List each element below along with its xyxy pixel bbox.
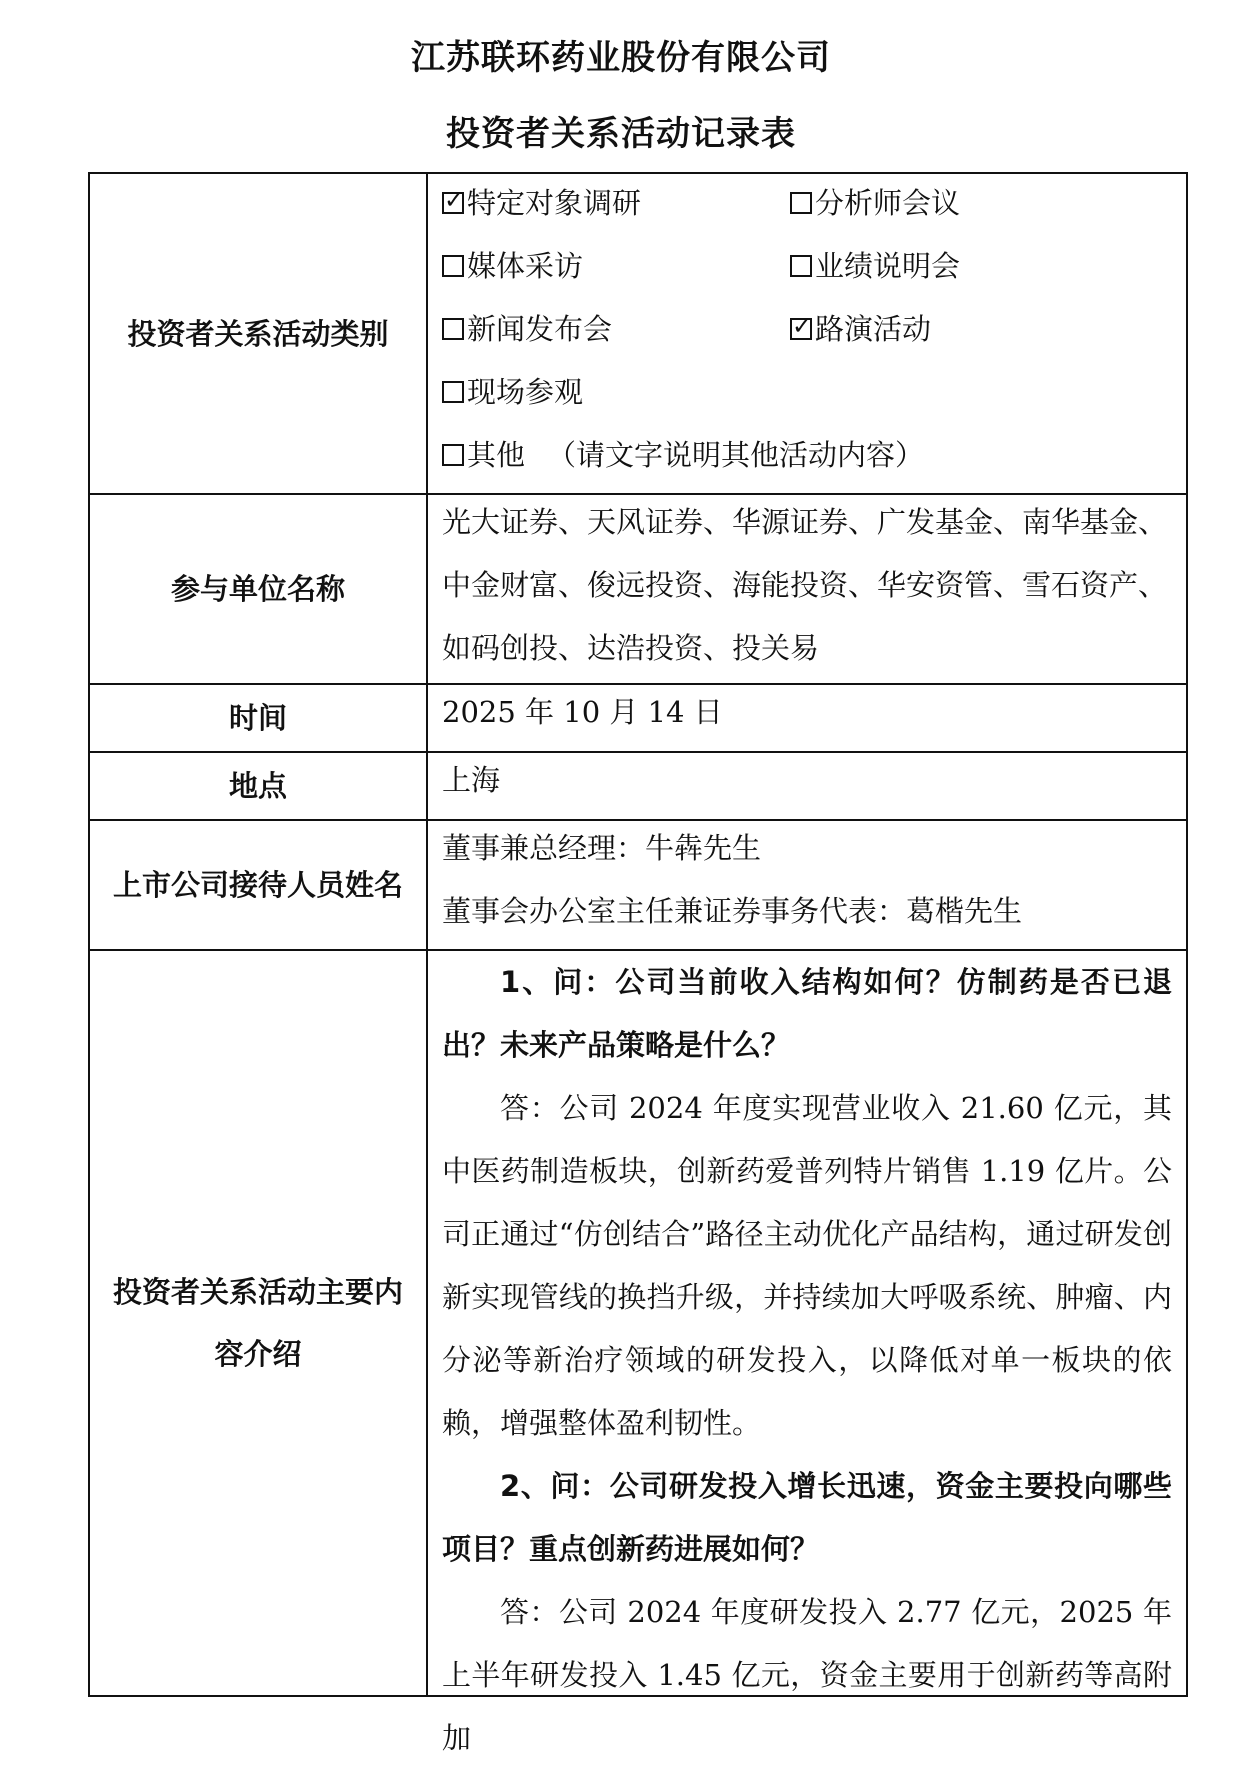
option-label: 路演活动: [815, 312, 932, 346]
location-value: [427, 752, 1187, 820]
record-table: [88, 172, 1188, 1755]
checkbox-icon[interactable]: [442, 381, 464, 403]
option-label: 现场参观: [467, 375, 584, 409]
activity-type-label: 投资者关系活动类别: [89, 173, 427, 494]
option-press-conference[interactable]: [442, 298, 790, 361]
option-roadshow[interactable]: [790, 298, 1172, 361]
location-label: 地点: [89, 752, 427, 820]
option-analyst-meeting[interactable]: [790, 172, 1172, 235]
reception-line: 董事兼总经理：牛犇先生: [442, 831, 762, 865]
table-row-main-content: [89, 950, 1187, 1696]
participants-label: 参与单位名称: [89, 494, 427, 684]
time-label: 时间: [89, 684, 427, 752]
reception-label: 上市公司接待人员姓名: [89, 820, 427, 950]
option-earnings-briefing[interactable]: [790, 235, 1172, 298]
checkbox-checked-icon[interactable]: ✓: [792, 312, 813, 340]
option-label: 业绩说明会: [815, 249, 961, 283]
main-content-value: [427, 950, 1187, 1755]
question-1: 1、问：公司当前收入结构如何？仿制药是否已退出？未来产品策略是什么？: [442, 965, 1172, 1062]
participants-line: 如码创投、达浩投资、投关易: [442, 631, 820, 665]
option-other-note: （请文字说明其他活动内容）: [547, 438, 925, 472]
participants-line: 中金财富、俊远投资、海能投资、华安资管、雪石资产、: [442, 568, 1168, 602]
table-row-location: [89, 752, 1187, 820]
checkbox-checked-icon[interactable]: ✓: [444, 186, 465, 214]
option-label: 分析师会议: [815, 186, 961, 220]
reception-line: 董事会办公室主任兼证券事务代表：葛楷先生: [442, 894, 1023, 928]
checkbox-icon[interactable]: [442, 318, 464, 340]
form-title: 投资者关系活动记录表: [446, 114, 796, 154]
table-row-time: [89, 684, 1187, 752]
checkbox-icon[interactable]: [790, 255, 812, 277]
option-specific-research[interactable]: [442, 172, 790, 235]
participants-value: [427, 494, 1187, 684]
checkbox-icon[interactable]: [442, 255, 464, 277]
question-2: 2、问：公司研发投入增长迅速，资金主要投向哪些项目？重点创新药进展如何？: [442, 1469, 1172, 1566]
table-row-activity-type: [89, 173, 1187, 494]
reception-value: [427, 820, 1187, 950]
table-row-participants: [89, 494, 1187, 684]
option-label: 新闻发布会: [467, 312, 613, 346]
location-text: 上海: [442, 763, 501, 797]
option-label: 媒体采访: [467, 249, 584, 283]
answer-2: 答：公司 2024 年度研发投入 2.77 亿元，2025 年上半年研发投入 1.45 亿元，资金主要用于创新药等高附加: [442, 1595, 1172, 1755]
answer-1: 答：公司 2024 年度实现营业收入 21.60 亿元，其中医药制造板块，创新药爱普列特片销售 1.19 亿片。公司正通过“仿创结合”路径主动优化产品结构，通过研发创新实现管线的换挡升级，并持续加大呼吸系统、肿瘤、内分泌等新治疗领域的研发投入，以降低对单一板块的依赖，增强整体盈利韧性。: [442, 1091, 1172, 1440]
activity-type-options: [427, 173, 1187, 494]
main-content-label: 投资者关系活动主要内容介绍: [89, 950, 427, 1696]
time-text: 2025 年 10 月 14 日: [442, 695, 723, 729]
option-site-visit[interactable]: [442, 361, 1172, 424]
option-media-interview[interactable]: [442, 235, 790, 298]
option-label: 特定对象调研: [467, 186, 642, 220]
checkbox-icon[interactable]: [790, 192, 812, 214]
time-value: [427, 684, 1187, 752]
option-other[interactable]: [442, 424, 1172, 487]
table-row-reception: [89, 820, 1187, 950]
company-name: 江苏联环药业股份有限公司: [411, 38, 831, 78]
participants-line: 光大证券、天风证券、华源证券、广发基金、南华基金、: [442, 505, 1168, 539]
option-label: 其他: [467, 438, 526, 472]
checkbox-icon[interactable]: [442, 444, 464, 466]
